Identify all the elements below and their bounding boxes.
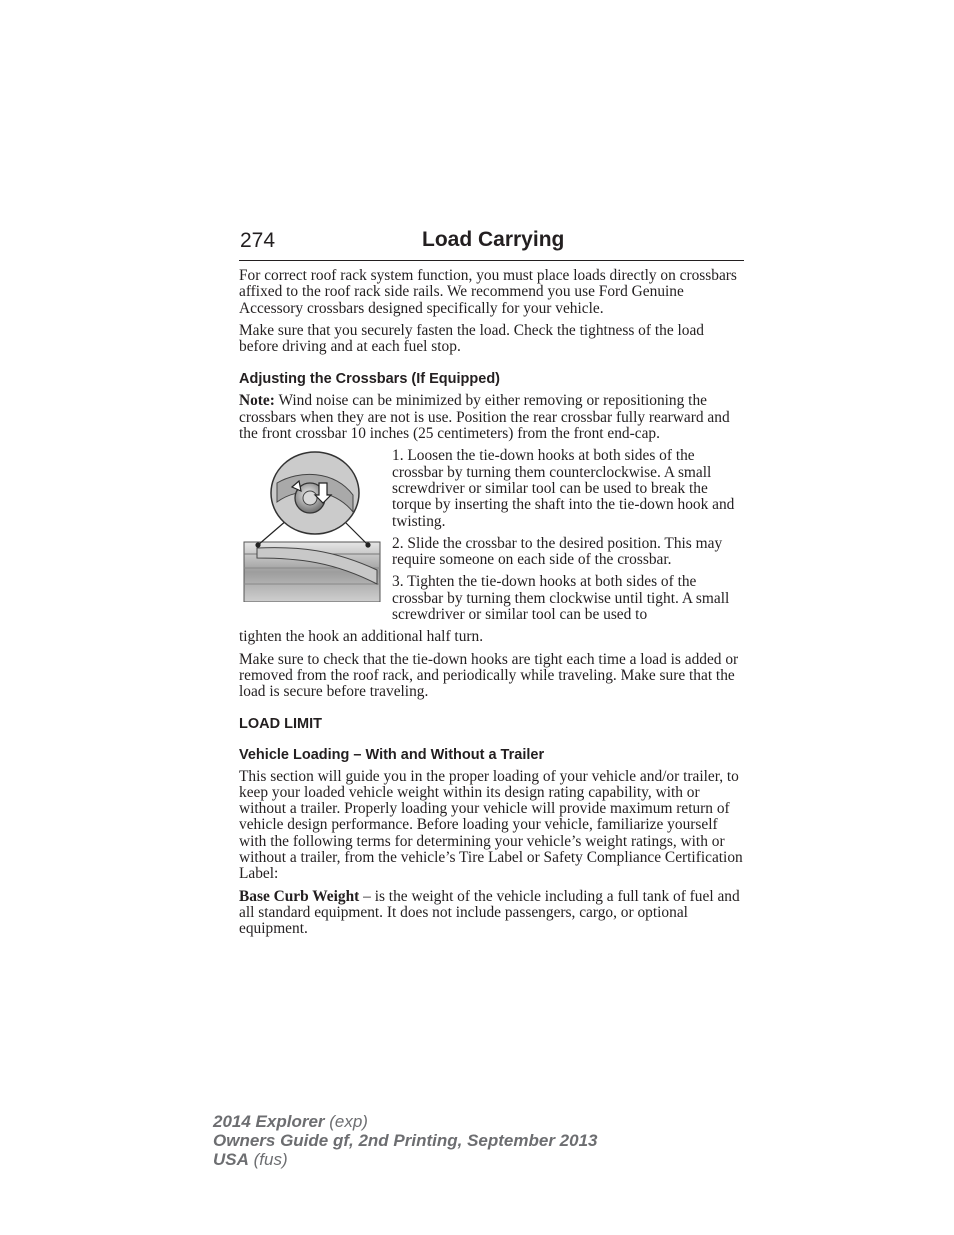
base-curb-weight-text: – is the weight of the vehicle including a full tank of fuel and all standard equipment. It does not include passengers, cargo, or optional equipment. (239, 887, 740, 938)
step-3-continued: tighten the hook an additional half turn. (239, 628, 484, 646)
footer-guide-line: Owners Guide gf, 2nd Printing, September 2013 (213, 1131, 598, 1150)
step-1: 1. Loosen the tie-down hooks at both sides of the crossbar by turning them counterclockwise. A small screwdriver or similar tool can be used to break the torque by inserting the shaft into the tie-down hook and twisting. (392, 447, 735, 530)
intro-paragraph-1: For correct roof rack system function, you must place loads directly on crossbars affixed to the roof rack side rails. We recommend you use Ford Genuine Accessory crossbars designed specifically for your vehicle. (239, 267, 737, 317)
footer-model-code: (exp) (324, 1112, 368, 1131)
step-3: 3. Tighten the tie-down hooks at both sides of the crossbar by turning them clockwise until tight. A small screwdriver or similar tool can be used to (392, 573, 730, 624)
intro-paragraph-2: Make sure that you securely fasten the load. Check the tightness of the load before driving and at each fuel stop. (239, 321, 705, 356)
page-header (239, 226, 744, 261)
step-list (392, 448, 745, 629)
vehicle-loading-heading: Vehicle Loading – With and Without a Trailer (239, 746, 545, 763)
adjusting-crossbars-heading: Adjusting the Crossbars (If Equipped) (239, 371, 501, 388)
note-text: Wind noise can be minimized by either removing or repositioning the crossbars when they are not is use. Position the rear crossbar fully rearward and the front crossbar 10 inches (25 centimeters) from the front end-cap. (239, 392, 730, 443)
page-footer (213, 1112, 597, 1169)
footer-market-line (213, 1150, 597, 1169)
footer-market-code: (fus) (248, 1150, 288, 1169)
note-label: Note: (239, 392, 275, 410)
crossbar-steps (239, 448, 745, 629)
page-content (239, 268, 745, 944)
vehicle-loading-paragraph: This section will guide you in the proper loading of your vehicle and/or trailer, to keep your loaded vehicle weight within its design rating capability, with or without a trailer. Properly loading your vehicle will provide maximum return of vehicle design performance. Before loading your vehicle, familiarize yourself with the following terms for determining your vehicle’s weight ratings, with or without a trailer, from the vehicle’s Tire Label or Safety Compliance Certification Label: (239, 767, 743, 883)
footer-model-line (213, 1112, 597, 1131)
load-limit-heading: LOAD LIMIT (239, 715, 322, 732)
page-number: 274 (240, 229, 276, 252)
page-title: Load Carrying (422, 228, 565, 251)
footer-market: USA (213, 1150, 249, 1169)
footer-model: 2014 Explorer (213, 1112, 325, 1131)
note-paragraph (239, 393, 745, 442)
step-2: 2. Slide the crossbar to the desired position. This may require someone on each side of the crossbar. (392, 534, 723, 569)
base-curb-weight-paragraph (239, 889, 745, 938)
crossbar-tie-down-illustration (239, 450, 392, 602)
check-tightness-paragraph: Make sure to check that the tie-down hooks are tight each time a load is added or removed from the roof rack, and periodically while traveling. Make sure that the load is secure before traveling. (239, 650, 739, 701)
base-curb-weight-label: Base Curb Weight (239, 887, 360, 905)
